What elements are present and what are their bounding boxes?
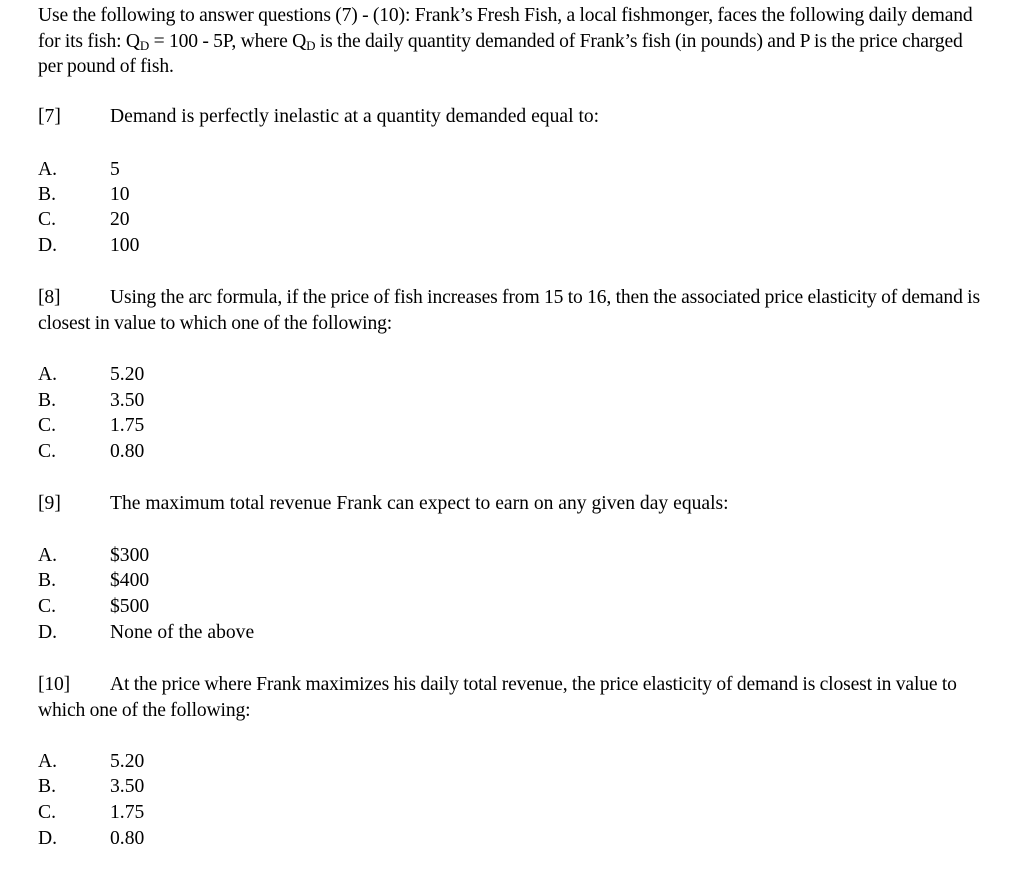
intro-paragraph: [38, 3, 988, 80]
question-8-text: Using the arc formula, if the price of fish increases from 15 to 16, then the associated price elasticity of demand is closest in value to which one of the following:: [38, 287, 980, 334]
option-value: 1.75: [110, 802, 145, 823]
option-letter: C.: [38, 441, 56, 462]
option-value: $500: [110, 596, 150, 617]
intro-subscript-2: D: [306, 37, 316, 53]
option-value: 5: [110, 159, 120, 180]
option-letter: D.: [38, 622, 58, 643]
question-7-number: [7]: [38, 106, 61, 127]
option-value: 3.50: [110, 776, 145, 797]
option-value: 0.80: [110, 441, 145, 462]
option-letter: C.: [38, 209, 56, 230]
intro-text-3: is the daily quantity demanded of Frank’s fish (in pounds) and P is the price charged per pound of fish.: [38, 30, 963, 77]
option-value: 10: [110, 184, 130, 205]
option-value: 3.50: [110, 390, 145, 411]
question-10-text: At the price where Frank maximizes his daily total revenue, the price elasticity of demand is closest in value to which one of the following:: [38, 674, 957, 721]
question-7-text: Demand is perfectly inelastic at a quantity demanded equal to:: [110, 106, 600, 127]
question-10-number: [10]: [38, 674, 71, 695]
intro-text-2: = 100 - 5P, where Q: [149, 30, 307, 52]
option-value: 0.80: [110, 828, 145, 849]
option-letter: B.: [38, 184, 56, 205]
option-letter: B.: [38, 570, 56, 591]
option-value: 20: [110, 209, 130, 230]
question-9-text: The maximum total revenue Frank can expect to earn on any given day equals:: [110, 493, 729, 514]
option-value: $300: [110, 545, 150, 566]
option-value: 5.20: [110, 364, 145, 385]
option-letter: A.: [38, 545, 58, 566]
option-letter: D.: [38, 828, 58, 849]
intro-text-1: Use the following to answer questions (7) - (10): Frank’s Fresh Fish, a local fishmonger, faces the following daily demand for its fish: Q: [38, 5, 973, 52]
option-letter: A.: [38, 364, 58, 385]
option-value: $400: [110, 570, 150, 591]
option-letter: C.: [38, 415, 56, 436]
intro-subscript-1: D: [139, 37, 150, 53]
question-10: [38, 672, 988, 723]
option-letter: A.: [38, 159, 58, 180]
question-8-number: [8]: [38, 287, 61, 308]
option-value: 5.20: [110, 751, 145, 772]
option-letter: B.: [38, 776, 56, 797]
option-value: None of the above: [110, 622, 255, 643]
option-letter: C.: [38, 596, 56, 617]
question-8: [38, 285, 988, 336]
question-9-number: [9]: [38, 493, 61, 514]
option-letter: C.: [38, 802, 56, 823]
option-letter: D.: [38, 235, 58, 256]
option-letter: A.: [38, 751, 58, 772]
option-letter: B.: [38, 390, 56, 411]
option-value: 1.75: [110, 415, 145, 436]
option-value: 100: [110, 235, 140, 256]
